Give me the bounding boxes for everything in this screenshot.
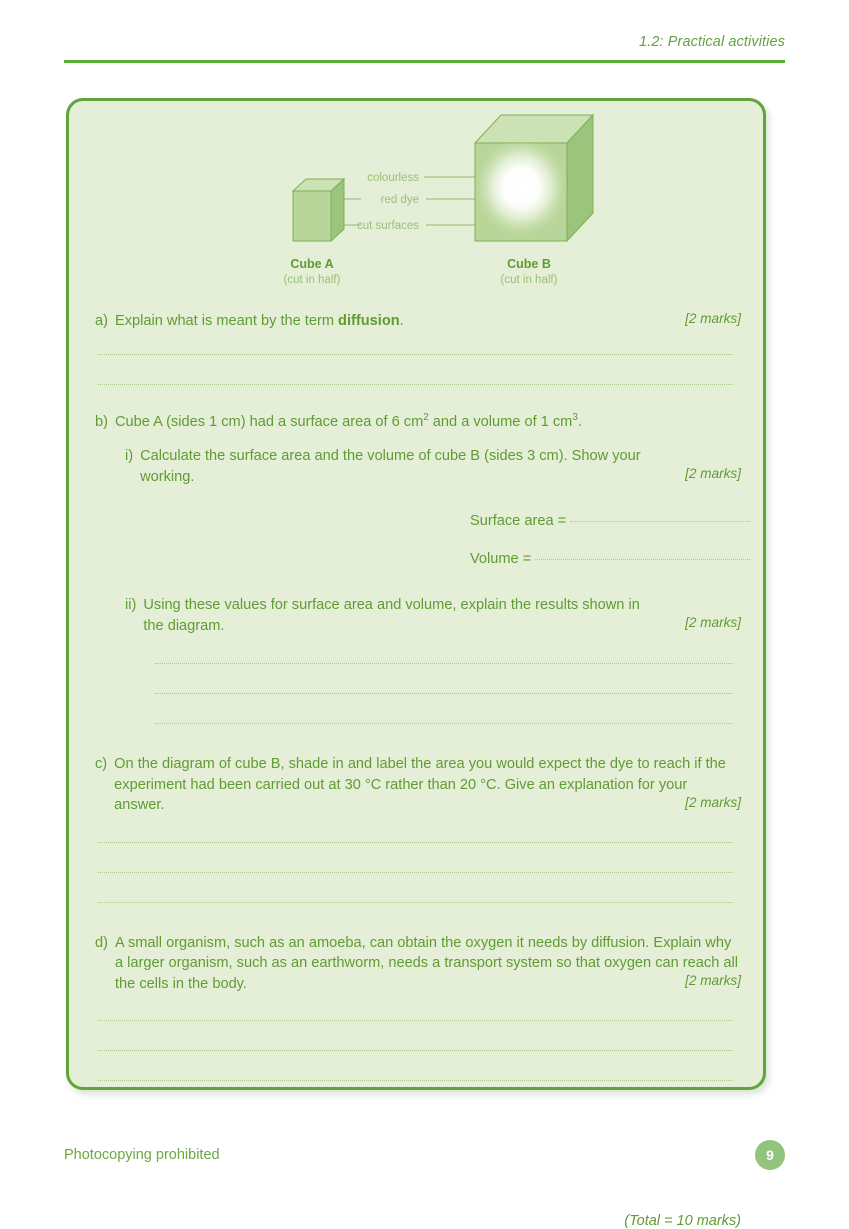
question-b-ii-marks: [2 marks]	[685, 615, 741, 630]
cube-b-title: Cube B	[507, 257, 551, 271]
label-red-dye: red dye	[380, 194, 419, 206]
question-a-text	[115, 311, 671, 332]
answer-line[interactable]	[155, 663, 733, 664]
answer-line[interactable]	[98, 1050, 733, 1051]
question-b-ii-text: Using these values for surface area and volume, explain the results shown in the diagram.	[143, 597, 640, 634]
answer-line[interactable]	[98, 842, 733, 843]
question-a	[69, 311, 763, 385]
surface-area-label: Surface area =	[470, 513, 567, 529]
question-b-stem-c: .	[577, 413, 582, 430]
surface-area-fill-row[interactable]	[470, 513, 750, 529]
answer-line[interactable]	[98, 384, 733, 385]
question-b-i-text: Calculate the surface area and the volume of cube B (sides 3 cm). Show your working.	[140, 448, 641, 485]
page-header	[64, 32, 785, 66]
question-b-ii-answer-area[interactable]	[155, 663, 733, 724]
answer-line[interactable]	[98, 872, 733, 873]
volume-fill-row[interactable]	[470, 551, 750, 567]
question-b-item-i	[95, 446, 741, 567]
surface-area-input[interactable]	[570, 521, 750, 522]
question-c	[69, 754, 763, 903]
question-b-sup-volume: 3	[572, 411, 578, 423]
question-c-text: On the diagram of cube B, shade in and label the area you would expect the dye to reach if the experiment had been carried out at 30 °C rather than 20 °C. Give an explanation for your answer.	[114, 756, 726, 813]
photocopying-notice: Photocopying prohibited	[64, 1147, 220, 1163]
question-b-label: b)	[95, 413, 108, 430]
question-d-label: d)	[95, 934, 108, 951]
question-c-label: c)	[95, 756, 108, 772]
label-colourless: colourless	[367, 172, 419, 184]
cube-b-shape	[475, 115, 593, 241]
question-d-text: A small organism, such as an amoeba, can obtain the oxygen it needs by diffusion. Explain why a larger organism, such as an earthworm, needs a transport system so that oxygen can reach all the cells in the body.	[114, 934, 738, 992]
cube-b-note: (cut in half)	[500, 274, 558, 286]
question-a-keyword: diffusion	[338, 313, 400, 329]
cube-a-note: (cut in half)	[283, 274, 341, 286]
answer-line[interactable]	[98, 902, 733, 903]
answer-line[interactable]	[98, 354, 733, 355]
answer-line[interactable]	[98, 1020, 733, 1021]
question-b-i-label: i)	[125, 448, 134, 464]
question-b	[69, 412, 763, 725]
question-b-stem	[115, 412, 741, 433]
question-c-answer-area[interactable]	[98, 842, 733, 903]
question-d-marks: [2 marks]	[685, 973, 741, 988]
question-c-marks: [2 marks]	[685, 794, 741, 810]
volume-input[interactable]	[535, 559, 750, 560]
question-b-stem-a: Cube A (sides 1 cm) had a surface area of 6 cm	[114, 413, 424, 430]
diffusion-zone	[475, 143, 567, 241]
total-marks: (Total = 10 marks)	[624, 1213, 741, 1229]
question-b-stem-b: and a volume of 1 cm	[428, 413, 573, 430]
question-b-sup-area: 2	[423, 411, 429, 423]
page-number-badge: 9	[755, 1140, 785, 1170]
header-title: 1.2: Practical activities	[639, 34, 785, 50]
cube-a-title: Cube A	[290, 257, 334, 271]
diagram-svg	[69, 101, 763, 291]
label-cut-surfaces: cut surfaces	[357, 220, 419, 232]
question-d-answer-area[interactable]	[98, 1020, 733, 1081]
question-b-i-marks: [2 marks]	[685, 466, 741, 481]
answer-line[interactable]	[98, 1080, 733, 1081]
volume-label: Volume =	[470, 551, 532, 567]
question-a-marks: [2 marks]	[685, 311, 741, 326]
question-a-text-after: .	[399, 313, 404, 329]
question-a-text-before: Explain what is meant by the term	[114, 313, 339, 329]
question-b-ii-label: ii)	[125, 597, 137, 613]
answer-line[interactable]	[155, 693, 733, 694]
cube-diffusion-diagram	[69, 101, 763, 291]
question-b-item-ii	[95, 595, 741, 724]
question-a-label: a)	[95, 313, 108, 329]
answer-line[interactable]	[155, 723, 733, 724]
question-d	[69, 933, 763, 1082]
header-rule	[64, 60, 785, 63]
page-footer	[64, 1140, 785, 1174]
question-a-answer-area[interactable]	[98, 354, 733, 385]
cube-a-shape	[293, 179, 344, 241]
